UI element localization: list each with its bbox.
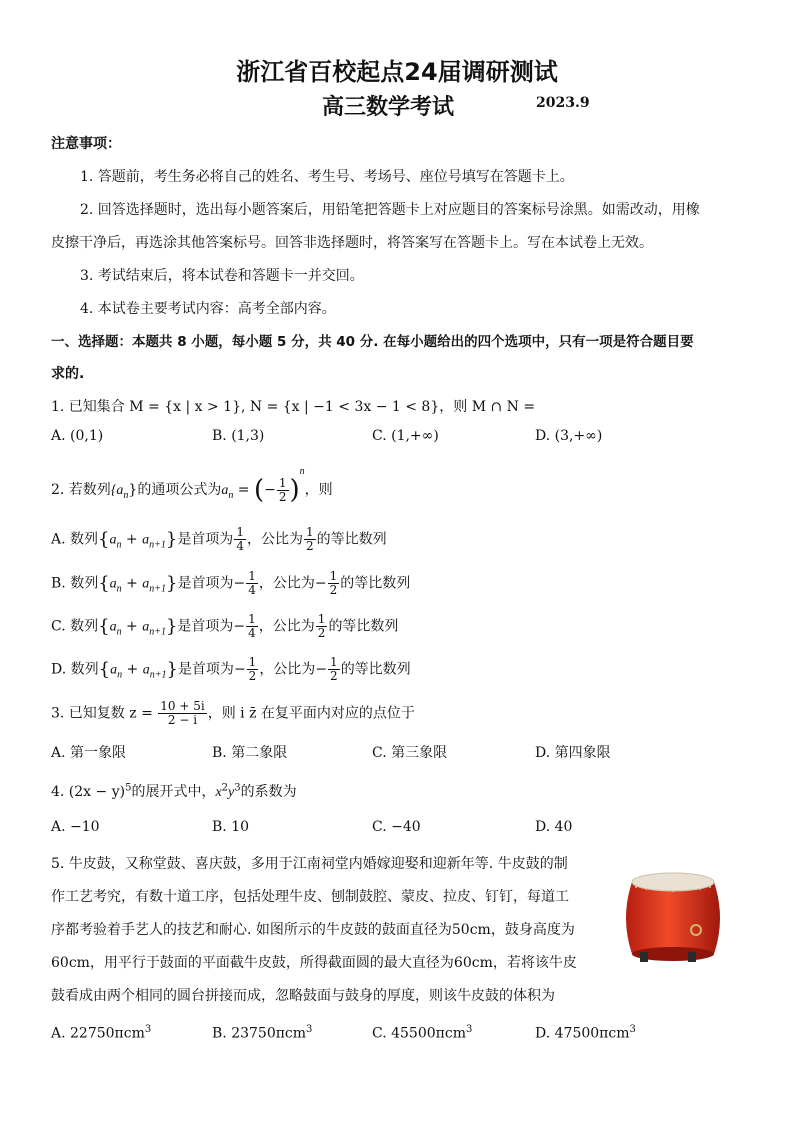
q4-option-d: D. 40: [535, 819, 573, 835]
q2-option-d: D. 数列$\{a_n + a_{n+1}\}$是首项为− $\frac{1}{2}$ ，公比为− $\frac{1}{2}$ 的等比数列: [51, 655, 411, 683]
notice-item-2-cont: 皮擦干净后，再选涂其他答案标号。回答非选择题时，将答案写在答题卡上。写在本试卷上无效。: [51, 235, 653, 251]
notice-item-2: 2. 回答选择题时，选出每小题答案后，用铅笔把答题卡上对应题目的答案标号涂黑。如需改动，用橡: [80, 202, 700, 218]
notice-item-1: 1. 答题前，考生务必将自己的姓名、考生号、考场号、座位号填写在答题卡上。: [80, 169, 574, 185]
q3-option-a: A. 第一象限: [51, 745, 127, 761]
q3-stem: 3. 已知复数 z = $\frac{10 + 5i}{2 - i}$ ，则 i z̄ 在复平面内对应的点位于: [51, 699, 415, 727]
notice-item-4: 4. 本试卷主要考试内容：高考全部内容。: [80, 301, 336, 317]
section-heading: 一、选择题：本题共 8 小题，每小题 5 分，共 40 分. 在每小题给出的四个选项中，只有一项是符合题目要: [51, 334, 694, 350]
q1-option-d: D. (3,+∞): [535, 428, 603, 444]
q3-option-c: C. 第三象限: [372, 745, 448, 761]
q1-option-c: C. (1,+∞): [372, 428, 439, 444]
q3-option-b: B. 第二象限: [212, 745, 288, 761]
exam-date: 2023.9: [536, 95, 590, 111]
q4-stem: 4. $(2x - y)^5$的展开式中，$x^2y^3$的系数为: [51, 782, 297, 800]
q5-line-3: 序都考验着手艺人的技艺和耐心. 如图所示的牛皮鼓的鼓面直径为50cm，鼓身高度为: [51, 922, 575, 938]
q2-option-b: B. 数列$\{a_n + a_{n+1}\}$是首项为− $\frac{1}{4}$ ，公比为− $\frac{1}{2}$ 的等比数列: [51, 569, 411, 597]
q1-option-b: B. (1,3): [212, 428, 265, 444]
q1-option-a: A. (0,1): [51, 428, 104, 444]
q2-option-a: A. 数列$\{a_n + a_{n+1}\}$是首项为 $\frac{1}{4}$ ，公比为 $\frac{1}{2}$ 的等比数列: [51, 525, 387, 553]
q2-option-c: C. 数列$\{a_n + a_{n+1}\}$是首项为− $\frac{1}{4}$ ，公比为 $\frac{1}{2}$ 的等比数列: [51, 612, 399, 640]
q5-option-a: A. 22750πcm$^3$: [51, 1024, 152, 1042]
q4-option-b: B. 10: [212, 819, 250, 835]
q5-line-5: 鼓看成由两个相同的圆台拼接而成，忽略鼓面与鼓身的厚度，则该牛皮鼓的体积为: [51, 988, 555, 1004]
q5-option-d: D. 47500πcm$^3$: [535, 1024, 636, 1042]
notice-heading: 注意事项：: [51, 136, 121, 152]
exam-subtitle: 高三数学考试: [322, 95, 455, 120]
q5-option-c: C. 45500πcm$^3$: [372, 1024, 473, 1042]
q5-line-1: 5. 牛皮鼓，又称堂鼓、喜庆鼓，多用于江南祠堂内婚嫁迎娶和迎新年等. 牛皮鼓的制: [51, 856, 568, 872]
section-heading-cont: 求的.: [51, 366, 85, 382]
q4-option-c: C. −40: [372, 819, 421, 835]
notice-item-3: 3. 考试结束后，将本试卷和答题卡一并交回。: [80, 268, 364, 284]
drum-illustration: [618, 868, 728, 968]
exam-title: 浙江省百校起点24届调研测试: [236, 58, 558, 86]
q1-stem: 1. 已知集合 M = {x | x > 1}, N = {x | −1 < 3x − 1 < 8}，则 M ∩ N =: [51, 399, 536, 415]
q3-option-d: D. 第四象限: [535, 745, 611, 761]
q5-line-4: 60cm，用平行于鼓面的平面截牛皮鼓，所得截面圆的最大直径为60cm，若将该牛皮: [51, 955, 577, 971]
q5-line-2: 作工艺考究，有数十道工序，包括处理牛皮、刨制鼓腔、蒙皮、拉皮、钉钉，每道工: [51, 889, 569, 905]
q4-option-a: A. −10: [51, 819, 100, 835]
q2-stem: 2. 若数列$\{a_n\}$的通项公式为$a_n$ = (− $\frac{1}{2}$ )$^n$，则: [51, 466, 333, 505]
q5-option-b: B. 23750πcm$^3$: [212, 1024, 313, 1042]
